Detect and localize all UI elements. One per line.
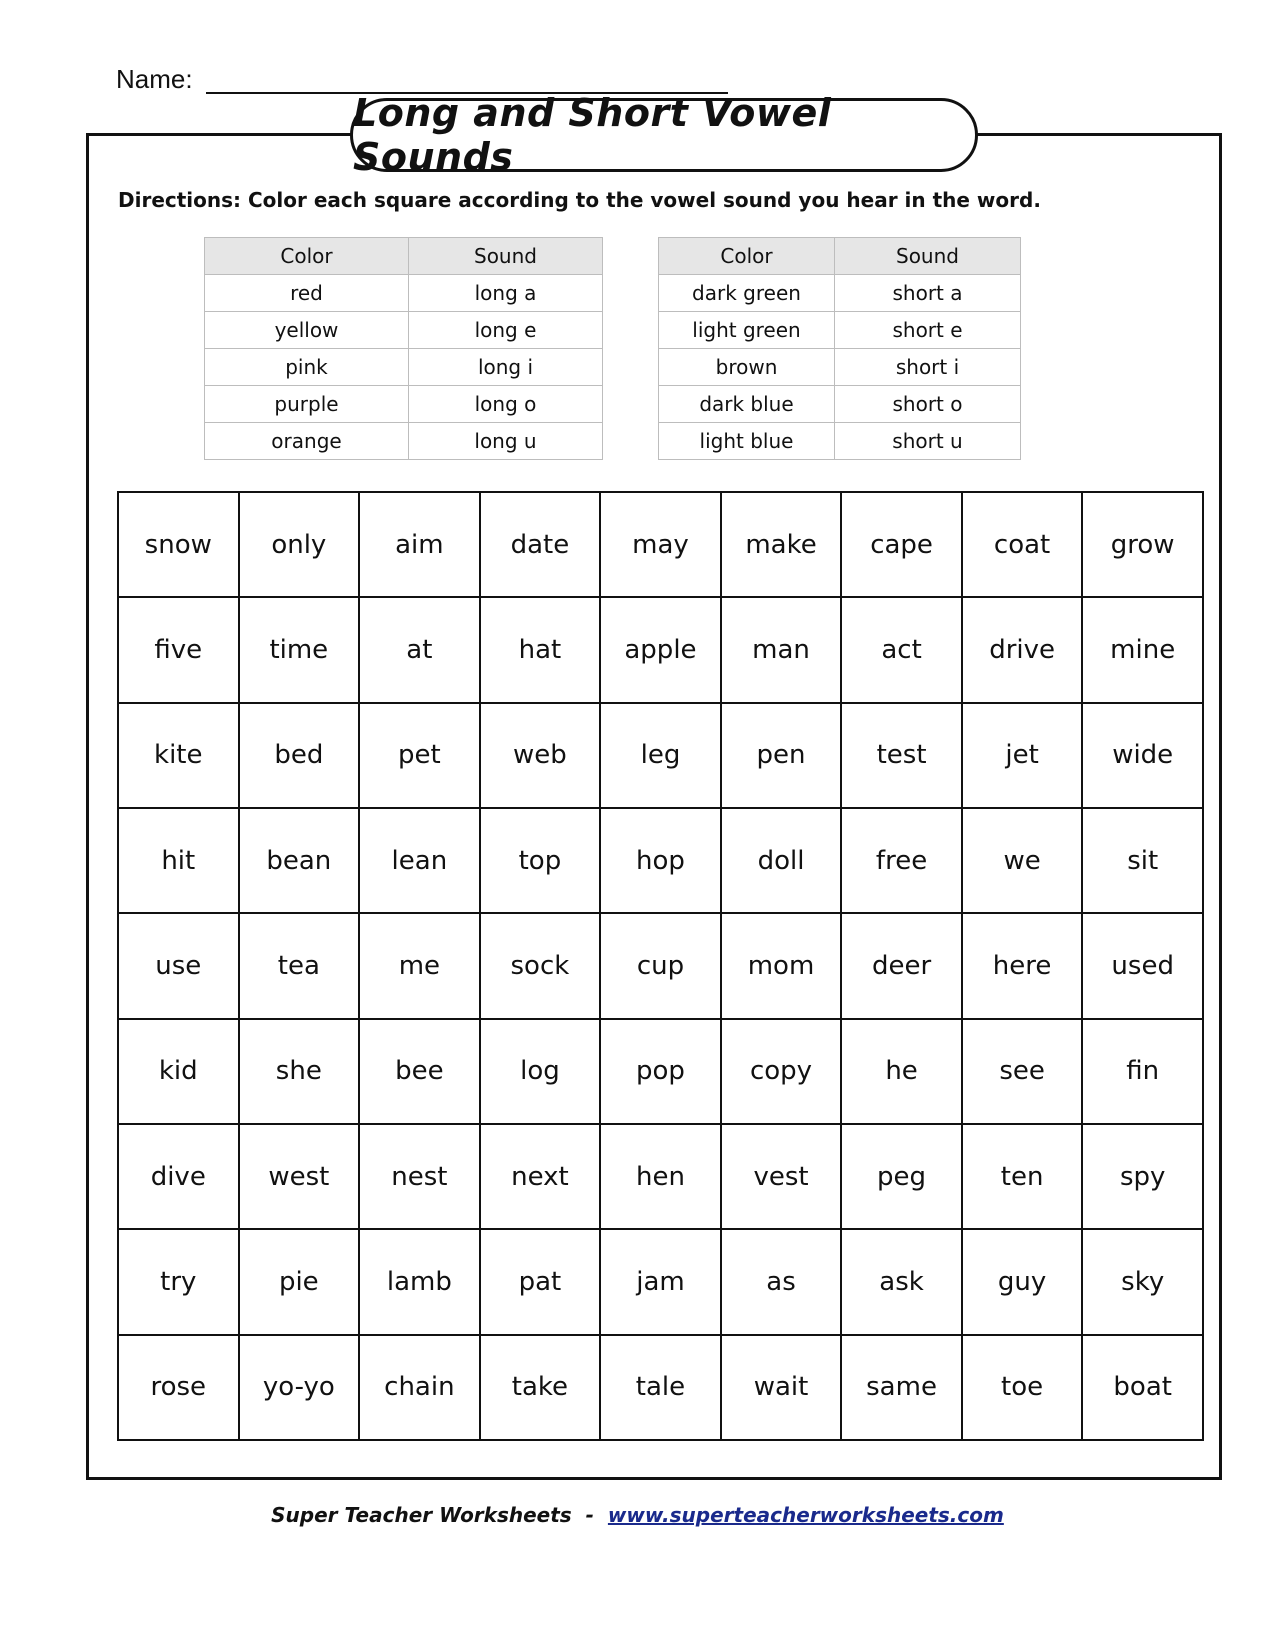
word-square[interactable]: mine [1082, 597, 1203, 702]
page-title: Long and Short Vowel Sounds [353, 91, 832, 179]
word-square[interactable]: he [841, 1019, 962, 1124]
word-square[interactable]: pie [239, 1229, 360, 1334]
grid-row [118, 913, 1203, 1018]
grid-row [118, 703, 1203, 808]
word-square[interactable]: used [1082, 913, 1203, 1018]
word-square[interactable]: five [118, 597, 239, 702]
color-key-table-short [658, 237, 1021, 460]
key-sound-cell: long a [409, 275, 603, 312]
word-square[interactable]: sit [1082, 808, 1203, 913]
name-label: Name: [116, 64, 193, 94]
word-square[interactable]: cup [600, 913, 721, 1018]
key-sound-cell: long e [409, 312, 603, 349]
word-square[interactable]: hit [118, 808, 239, 913]
color-key-table-long [204, 237, 603, 460]
word-square[interactable]: boat [1082, 1335, 1203, 1440]
word-square[interactable]: time [239, 597, 360, 702]
key-row [659, 275, 1021, 312]
key-color-cell: dark blue [659, 386, 835, 423]
word-square[interactable]: lamb [359, 1229, 480, 1334]
word-square[interactable]: bean [239, 808, 360, 913]
key-color-cell: red [205, 275, 409, 312]
grid-row [118, 597, 1203, 702]
key-row [659, 312, 1021, 349]
word-square[interactable]: man [721, 597, 842, 702]
key-color-cell: pink [205, 349, 409, 386]
word-square[interactable]: top [480, 808, 601, 913]
word-square[interactable]: snow [118, 492, 239, 597]
word-square[interactable]: aim [359, 492, 480, 597]
key-row [659, 349, 1021, 386]
word-square[interactable]: here [962, 913, 1083, 1018]
word-square[interactable]: pen [721, 703, 842, 808]
grid-row [118, 1335, 1203, 1440]
word-square[interactable]: hen [600, 1124, 721, 1229]
key-sound-cell: long o [409, 386, 603, 423]
footer-brand: Super Teacher Worksheets [271, 1503, 572, 1527]
word-square[interactable]: wait [721, 1335, 842, 1440]
word-square[interactable]: she [239, 1019, 360, 1124]
word-square[interactable]: use [118, 913, 239, 1018]
key-row [205, 386, 603, 423]
key-row [205, 423, 603, 460]
key-sound-cell: long u [409, 423, 603, 460]
word-square[interactable]: nest [359, 1124, 480, 1229]
grid-row [118, 1019, 1203, 1124]
key-sound-cell: short i [835, 349, 1021, 386]
grid-row [118, 492, 1203, 597]
word-square[interactable]: date [480, 492, 601, 597]
key-color-cell: light green [659, 312, 835, 349]
word-square[interactable]: see [962, 1019, 1083, 1124]
word-square[interactable]: next [480, 1124, 601, 1229]
word-square[interactable]: vest [721, 1124, 842, 1229]
word-square[interactable]: wide [1082, 703, 1203, 808]
word-square[interactable]: kite [118, 703, 239, 808]
footer-link[interactable]: www.superteacherworksheets.com [607, 1503, 1004, 1527]
word-square[interactable]: guy [962, 1229, 1083, 1334]
title-banner [350, 91, 978, 179]
word-square[interactable]: coat [962, 492, 1083, 597]
key-row [205, 349, 603, 386]
word-square[interactable]: mom [721, 913, 842, 1018]
word-square[interactable]: tale [600, 1335, 721, 1440]
word-square[interactable]: toe [962, 1335, 1083, 1440]
word-square[interactable]: pat [480, 1229, 601, 1334]
word-square[interactable]: lean [359, 808, 480, 913]
footer [0, 1503, 1275, 1527]
word-square[interactable]: copy [721, 1019, 842, 1124]
key-sound-cell: short o [835, 386, 1021, 423]
key-color-cell: yellow [205, 312, 409, 349]
word-square[interactable]: as [721, 1229, 842, 1334]
word-square[interactable]: we [962, 808, 1083, 913]
key-color-cell: dark green [659, 275, 835, 312]
word-square[interactable]: jet [962, 703, 1083, 808]
word-square[interactable]: chain [359, 1335, 480, 1440]
key-sound-cell: short u [835, 423, 1021, 460]
word-square[interactable]: same [841, 1335, 962, 1440]
word-square[interactable]: web [480, 703, 601, 808]
word-square[interactable]: try [118, 1229, 239, 1334]
word-square[interactable]: grow [1082, 492, 1203, 597]
word-square[interactable]: jam [600, 1229, 721, 1334]
word-square[interactable]: make [721, 492, 842, 597]
word-square[interactable]: pop [600, 1019, 721, 1124]
word-square[interactable]: bed [239, 703, 360, 808]
word-square[interactable]: test [841, 703, 962, 808]
word-square[interactable]: leg [600, 703, 721, 808]
key-sound-cell: short e [835, 312, 1021, 349]
word-square[interactable]: sky [1082, 1229, 1203, 1334]
key-color-cell: light blue [659, 423, 835, 460]
word-square[interactable]: cape [841, 492, 962, 597]
word-square[interactable]: west [239, 1124, 360, 1229]
word-square[interactable]: only [239, 492, 360, 597]
key-color-cell: purple [205, 386, 409, 423]
key-header-row [659, 238, 1021, 275]
key-row [659, 386, 1021, 423]
word-square[interactable]: pet [359, 703, 480, 808]
word-square[interactable]: ask [841, 1229, 962, 1334]
key-sound-cell: long i [409, 349, 603, 386]
word-square[interactable]: kid [118, 1019, 239, 1124]
word-square[interactable]: log [480, 1019, 601, 1124]
word-square[interactable]: fin [1082, 1019, 1203, 1124]
word-square[interactable]: peg [841, 1124, 962, 1229]
word-square[interactable]: dive [118, 1124, 239, 1229]
key-header-sound: Sound [409, 238, 603, 275]
word-grid [117, 491, 1204, 1441]
key-header-sound: Sound [835, 238, 1021, 275]
grid-row [118, 1124, 1203, 1229]
word-square[interactable]: drive [962, 597, 1083, 702]
word-square[interactable]: deer [841, 913, 962, 1018]
key-color-cell: brown [659, 349, 835, 386]
grid-row [118, 1229, 1203, 1334]
key-sound-cell: short a [835, 275, 1021, 312]
word-square[interactable]: take [480, 1335, 601, 1440]
word-square[interactable]: ten [962, 1124, 1083, 1229]
grid-row [118, 808, 1203, 913]
word-square[interactable]: me [359, 913, 480, 1018]
word-square[interactable]: sock [480, 913, 601, 1018]
word-square[interactable]: hat [480, 597, 601, 702]
key-row [205, 275, 603, 312]
word-square[interactable]: hop [600, 808, 721, 913]
word-square[interactable]: apple [600, 597, 721, 702]
word-square[interactable]: yo-yo [239, 1335, 360, 1440]
word-square[interactable]: free [841, 808, 962, 913]
key-header-color: Color [659, 238, 835, 275]
footer-separator: - [585, 1503, 594, 1527]
word-square[interactable]: spy [1082, 1124, 1203, 1229]
key-row [659, 423, 1021, 460]
key-header-color: Color [205, 238, 409, 275]
word-square[interactable]: bee [359, 1019, 480, 1124]
word-square[interactable]: may [600, 492, 721, 597]
key-header-row [205, 238, 603, 275]
word-square[interactable]: doll [721, 808, 842, 913]
word-square[interactable]: at [359, 597, 480, 702]
directions-text: Directions: Color each square according to the vowel sound you hear in the word. [118, 188, 1041, 212]
word-square[interactable]: tea [239, 913, 360, 1018]
key-row [205, 312, 603, 349]
word-square[interactable]: rose [118, 1335, 239, 1440]
word-square[interactable]: act [841, 597, 962, 702]
key-color-cell: orange [205, 423, 409, 460]
